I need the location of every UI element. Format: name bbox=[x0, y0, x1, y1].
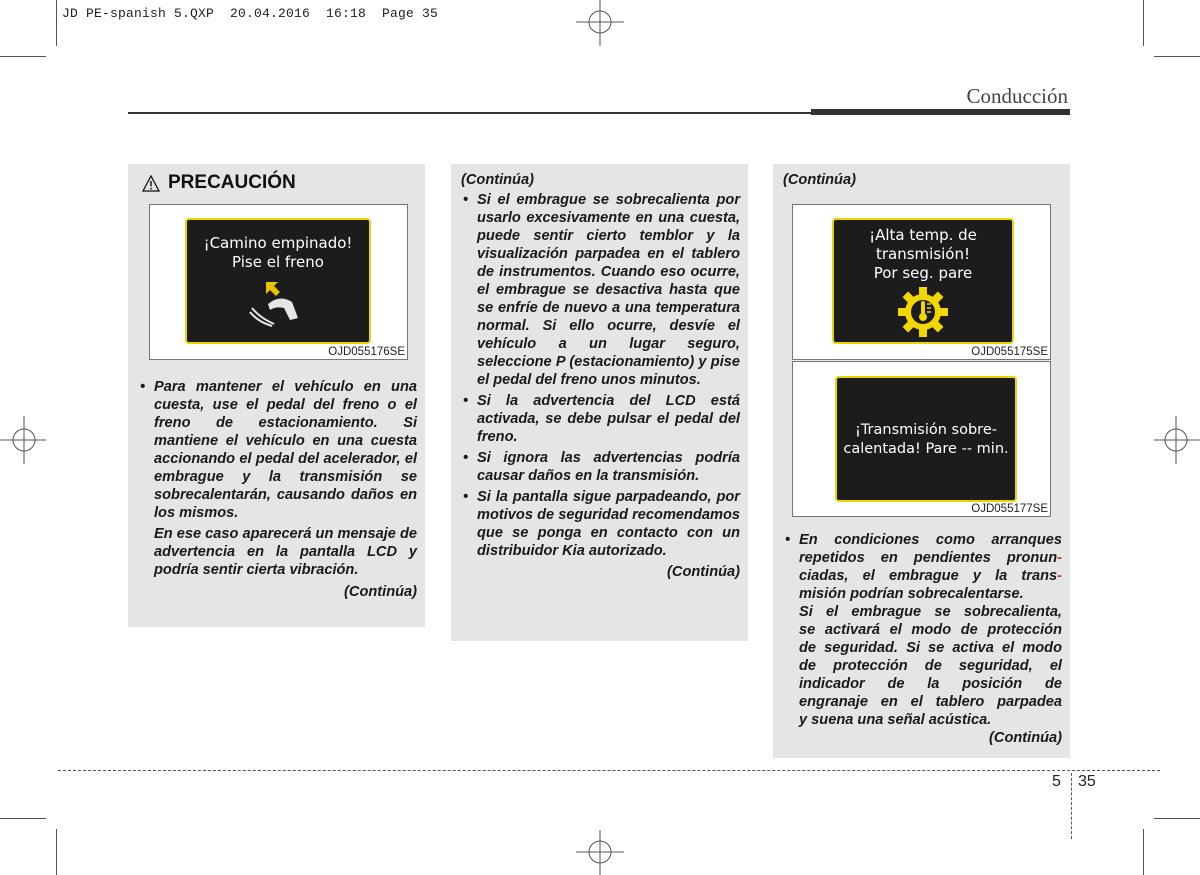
page-divider bbox=[1071, 773, 1072, 839]
figure-steep-road bbox=[149, 204, 408, 360]
text-line: y suena una señal acústica. bbox=[799, 712, 992, 728]
continued-label: (Continúa) bbox=[989, 730, 1062, 746]
list-item: • Si el embrague se sobrecalienta por usarlo excesivamente en una cuesta, puede sentir cierto temblor y la visualización parpadea en el tablero de instrumentos. Cuando eso ocurre, el embrague se desactiva hasta que se enfríe de nuevo a una temperatura normal. Si ello ocurre, desvíe el vehículo a un lugar seguro, seleccione P (estacionamiento) y pise el pedal del freno unos minutos. bbox=[461, 191, 740, 389]
text-segment: ciadas, el embrague y la trans bbox=[799, 568, 1058, 584]
crop-mark bbox=[1143, 829, 1144, 875]
crop-mark bbox=[1154, 818, 1200, 819]
lcd-text: Por seg. pare bbox=[873, 264, 973, 282]
registration-mark-icon bbox=[570, 830, 630, 875]
footer-rule bbox=[58, 770, 1160, 771]
text-line bbox=[799, 549, 1062, 567]
lcd-display bbox=[835, 376, 1017, 502]
caution-panel bbox=[128, 164, 425, 627]
figure-overheated bbox=[792, 361, 1051, 517]
text-line: misión podrían sobrecalentarse. bbox=[799, 586, 1024, 602]
lcd-display bbox=[832, 218, 1014, 344]
caution-heading bbox=[142, 172, 296, 194]
continued-top-wrap bbox=[783, 171, 1062, 191]
caution-body bbox=[138, 378, 417, 601]
continued-label: (Continúa) bbox=[344, 584, 417, 600]
warning-triangle-icon bbox=[142, 175, 160, 192]
continued-label: (Continúa) bbox=[667, 564, 740, 580]
lcd-text: ¡Transmisión sobre- bbox=[855, 422, 997, 438]
crop-mark bbox=[56, 0, 57, 46]
registration-mark-icon bbox=[570, 0, 630, 46]
lcd-text: ¡Alta temp. de bbox=[869, 226, 977, 244]
gear-temperature-icon bbox=[897, 286, 949, 338]
crop-mark bbox=[56, 829, 57, 875]
list-item bbox=[783, 531, 1062, 729]
figure-high-temp bbox=[792, 204, 1051, 360]
lcd-text: calentada! Pare -- min. bbox=[843, 441, 1009, 457]
panel-body bbox=[783, 531, 1062, 747]
content-panel bbox=[451, 164, 748, 641]
header-rule bbox=[128, 112, 811, 114]
text-line: Si el embrague se sobrecalienta, bbox=[799, 604, 1062, 620]
registration-mark-icon bbox=[0, 410, 46, 470]
list-item: • Si la advertencia del LCD está activada, se debe pulsar el pedal del freno. bbox=[461, 392, 740, 446]
brake-pedal-icon bbox=[238, 278, 318, 328]
hyphen: - bbox=[1057, 568, 1062, 584]
list-item: • Para mantener el vehículo en una cuesta, use el pedal del freno o el freno de estacionamiento. Si mantiene el vehículo en una cuesta accionando el pedal del acelerador, el embrague y la transmisión se sobrecalentarán, causando daños en los mismos. bbox=[138, 378, 417, 522]
section-title: Conducción bbox=[966, 84, 1068, 108]
paragraph: En ese caso aparecerá un mensaje de advertencia en la pantalla LCD y podría sentir cierta vibración. bbox=[154, 526, 417, 578]
page-number: 35 bbox=[1078, 773, 1096, 790]
list-item: • Si ignora las advertencias podría causar daños en la transmisión. bbox=[461, 449, 740, 485]
text-segment: repetidos en pendientes pronun bbox=[799, 550, 1058, 566]
figure-code: OJD055177SE bbox=[971, 503, 1048, 515]
list-item: • Si la pantalla sigue parpadeando, por motivos de seguridad recomendamos que se ponga en contacto con un distribuidor Kia autorizado. bbox=[461, 488, 740, 560]
lcd-display bbox=[185, 218, 371, 344]
text-line: engranaje en el tablero parpadea bbox=[799, 694, 1062, 710]
text-line: de protección de seguridad, el bbox=[799, 658, 1062, 674]
crop-mark bbox=[1143, 0, 1144, 46]
print-slug: JD PE-spanish 5.QXP 20.04.2016 16:18 Page 35 bbox=[62, 6, 439, 21]
registration-mark-icon bbox=[1154, 410, 1200, 470]
crop-mark bbox=[0, 818, 46, 819]
continued-label: (Continúa) bbox=[783, 172, 856, 188]
crop-mark bbox=[1154, 56, 1200, 57]
text-line: • En condiciones como arranques bbox=[799, 532, 1062, 548]
continued-label: (Continúa) bbox=[461, 172, 534, 188]
crop-mark bbox=[0, 56, 46, 57]
text-line: se activará el modo de protección bbox=[799, 622, 1062, 638]
figure-code: OJD055176SE bbox=[328, 346, 405, 358]
lcd-text: Pise el freno bbox=[232, 253, 324, 271]
text-line bbox=[799, 567, 1062, 585]
figure-code: OJD055175SE bbox=[971, 346, 1048, 358]
caution-title: PRECAUCIÓN bbox=[168, 172, 296, 193]
text-line: indicador de la posición de bbox=[799, 676, 1062, 692]
text-line: de seguridad. Si se activa el modo bbox=[799, 640, 1062, 656]
chapter-number: 5 bbox=[1052, 773, 1061, 790]
lcd-text: ¡Camino empinado! bbox=[203, 234, 353, 252]
panel-body bbox=[461, 171, 740, 581]
header-rule-accent bbox=[811, 109, 1070, 115]
lcd-text: transmisión! bbox=[875, 245, 971, 263]
hyphen: - bbox=[1057, 550, 1062, 566]
content-panel bbox=[773, 164, 1070, 758]
